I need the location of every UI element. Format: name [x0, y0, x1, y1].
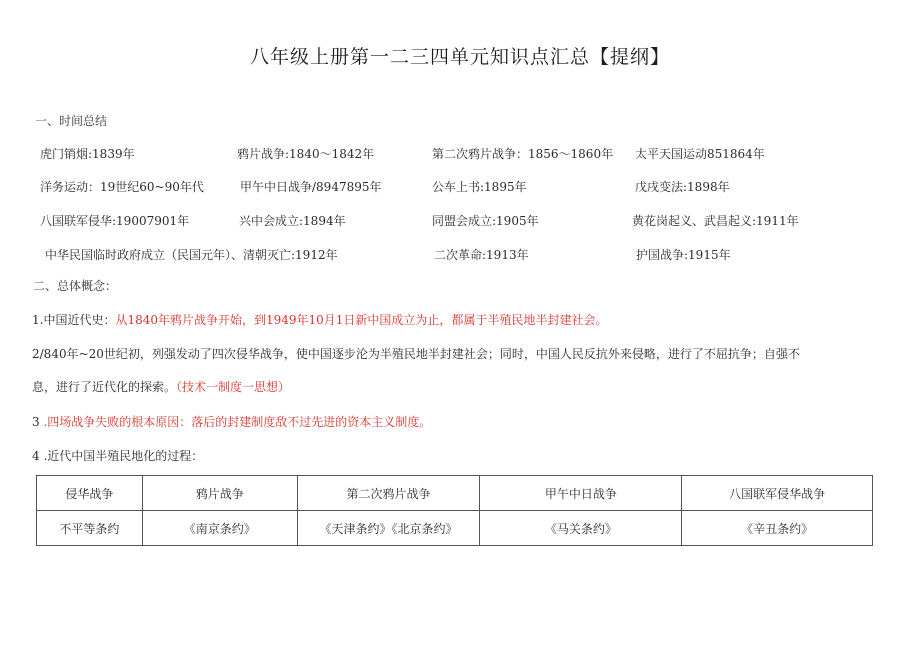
timeline-item: 戊戌变法:1898年 — [635, 180, 730, 194]
timeline-item: 中华民国临时政府成立（民国元年）、清朝灭亡:1912年 — [45, 248, 338, 262]
timeline-item: 甲午中日战争/8947895年 — [240, 180, 382, 194]
concept-2-line-2 — [32, 378, 290, 395]
table-header-cell: 第二次鸦片战争 — [297, 476, 480, 511]
timeline-item: 第二次鸦片战争：1856〜1860年 — [432, 147, 614, 161]
timeline-item: 兴中会成立:1894年 — [239, 214, 346, 228]
concept-4: 4 .近代中国半殖民地化的过程： — [32, 449, 204, 463]
timeline-item: 公车上书:1895年 — [432, 180, 527, 194]
table-header-cell: 侵华战争 — [37, 476, 143, 511]
timeline-item: 太平天国运动851864年 — [635, 147, 765, 161]
concept-2-line-1: 2/840年~20世纪初，列强发动了四次侵华战争，使中国逐步沦为半殖民地半封建社会；同时，中国人民反抗外来侵略，进行了不屈抗争；自强不 — [32, 347, 800, 361]
concept-1 — [32, 311, 607, 328]
table-cell: 《南京条约》 — [142, 511, 297, 546]
treaty-table — [36, 475, 873, 546]
timeline-item: 洋务运动：19世纪60~90年代 — [40, 180, 204, 194]
concept-2-note: （技术一制度一思想） — [176, 380, 291, 394]
timeline-item: 黄花岗起义、武昌起义:1911年 — [632, 214, 799, 228]
section-heading-timeline: 一、时间总结 — [35, 114, 108, 128]
timeline-item: 八国联军侵华:19007901年 — [40, 214, 190, 228]
timeline-item: 二次革命:1913年 — [434, 248, 529, 262]
concept-2-text: 息，进行了近代化的探索。 — [32, 380, 177, 394]
concept-3-number: 3 — [32, 415, 44, 429]
table-row — [37, 511, 873, 546]
concept-1-text: 从1840年鸦片战争开始，到1949年10月1日新中国成立为止，都属于半殖民地半封建社会。 — [115, 313, 608, 327]
concept-3 — [32, 413, 431, 430]
timeline-item: 鸦片战争:1840〜1842年 — [237, 147, 375, 161]
table-header-cell: 八国联军侵华战争 — [682, 476, 873, 511]
timeline-item: 虎门销烟:1839年 — [40, 147, 135, 161]
concept-1-label: 1.中国近代史： — [32, 313, 116, 327]
table-header-row — [37, 476, 873, 511]
table-cell: 《马关条约》 — [480, 511, 682, 546]
concept-3-text: .四场战争失败的根本原因：落后的封建制度敌不过先进的资本主义制度。 — [43, 415, 432, 429]
table-cell: 《辛丑条约》 — [682, 511, 873, 546]
table-cell: 不平等条约 — [37, 511, 143, 546]
timeline-item: 同盟会成立:1905年 — [432, 214, 539, 228]
table-header-cell: 鸦片战争 — [142, 476, 297, 511]
page-title: 八年级上册第一二三四单元知识点汇总【提纲】 — [249, 46, 670, 68]
timeline-item: 护国战争:1915年 — [636, 248, 731, 262]
table-cell: 《天津条约》《北京条约》 — [297, 511, 480, 546]
table-header-cell: 甲午中日战争 — [480, 476, 682, 511]
section-heading-concepts: 二、总体概念： — [33, 279, 118, 293]
